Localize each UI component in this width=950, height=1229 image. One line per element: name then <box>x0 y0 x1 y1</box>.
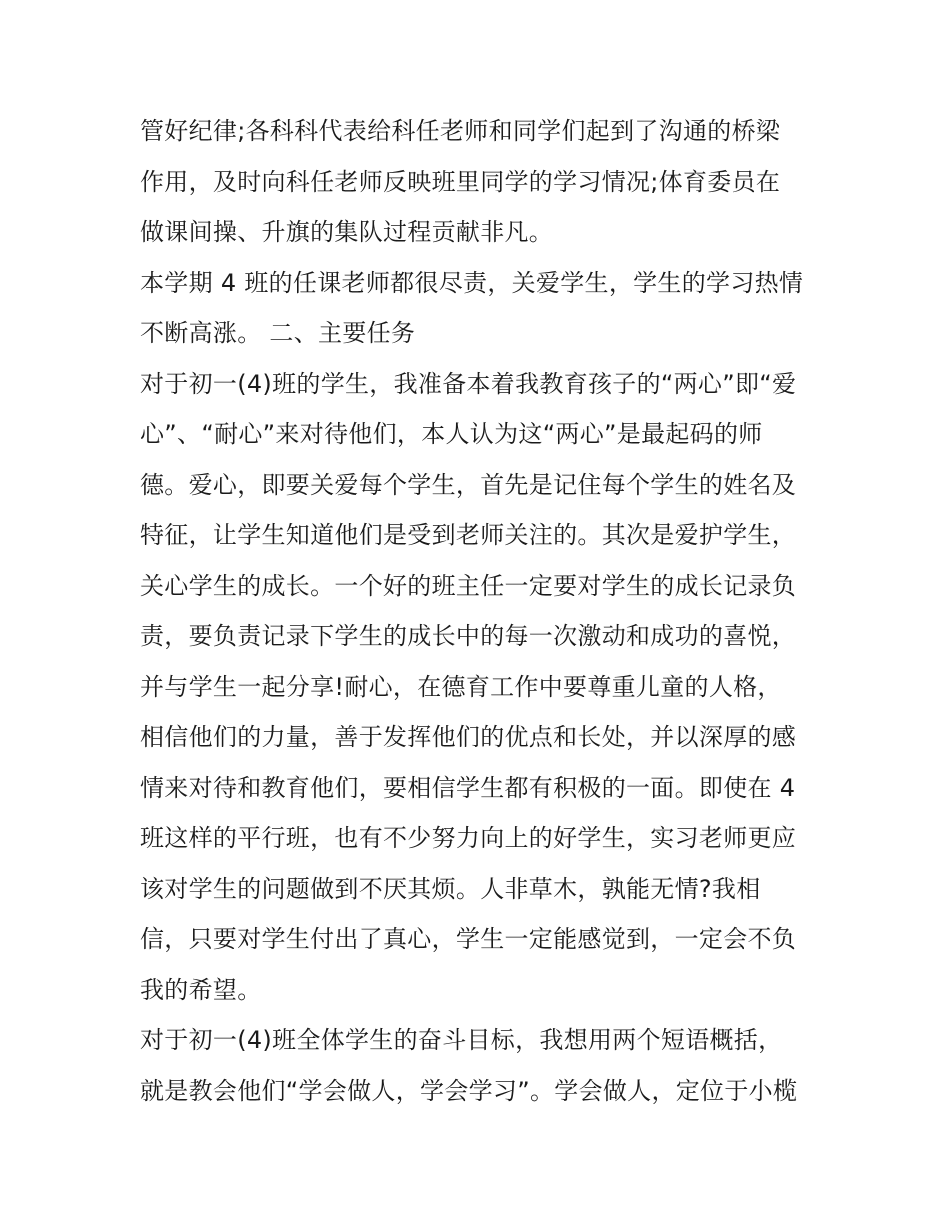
text-line: 特征，让学生知道他们是受到老师关注的。其次是爱护学生， <box>140 521 797 549</box>
text-line: 相信他们的力量，善于发挥他们的优点和长处，并以深厚的感 <box>140 723 797 751</box>
text-line: 做课间操、升旗的集队过程贡献非凡。 <box>140 218 554 246</box>
text-line: 我的希望。 <box>140 975 262 1004</box>
text-line: 对于初一(4)班全体学生的奋斗目标，我想用两个短语概括， <box>140 1026 783 1054</box>
text-line: 对于初一(4)班的学生，我准备本着我教育孩子的“两心”即“爱 <box>140 369 797 398</box>
text-line: 管好纪律;各科科代表给科任老师和同学们起到了沟通的桥梁 <box>140 117 781 145</box>
text-line: 不断高涨。 二、主要任务 <box>140 319 416 347</box>
body-text <box>140 106 820 1116</box>
text-line: 班这样的平行班，也有不少努力向上的好学生，实习老师更应 <box>140 824 797 852</box>
text-line: 本学期 4 班的任课老师都很尽责，关爱学生，学生的学习热情 <box>140 268 804 297</box>
text-line: 信，只要对学生付出了真心，学生一定能感觉到，一定会不负 <box>140 925 797 953</box>
text-line: 就是教会他们“学会做人，学会学习”。学会做人，定位于小榄 <box>140 1076 798 1105</box>
text-line: 心”、“耐心”来对待他们，本人认为这“两心”是最起码的师 <box>140 420 763 448</box>
text-line: 责，要负责记录下学生的成长中的每一次激动和成功的喜悦， <box>140 622 797 650</box>
text-line: 作用，及时向科任老师反映班里同学的学习情况;体育委员在 <box>140 167 781 196</box>
text-line: 关心学生的成长。一个好的班主任一定要对学生的成长记录负 <box>140 571 797 600</box>
text-line: 情来对待和教育他们，要相信学生都有积极的一面。即使在 4 <box>140 773 796 802</box>
text-line: 德。爱心，即要关爱每个学生，首先是记住每个学生的姓名及 <box>140 470 797 499</box>
text-line: 并与学生一起分享!耐心，在德育工作中要尊重儿童的人格， <box>140 672 782 701</box>
text-line: 该对学生的问题做到不厌其烦。人非草木，孰能无情?我相 <box>140 874 761 903</box>
